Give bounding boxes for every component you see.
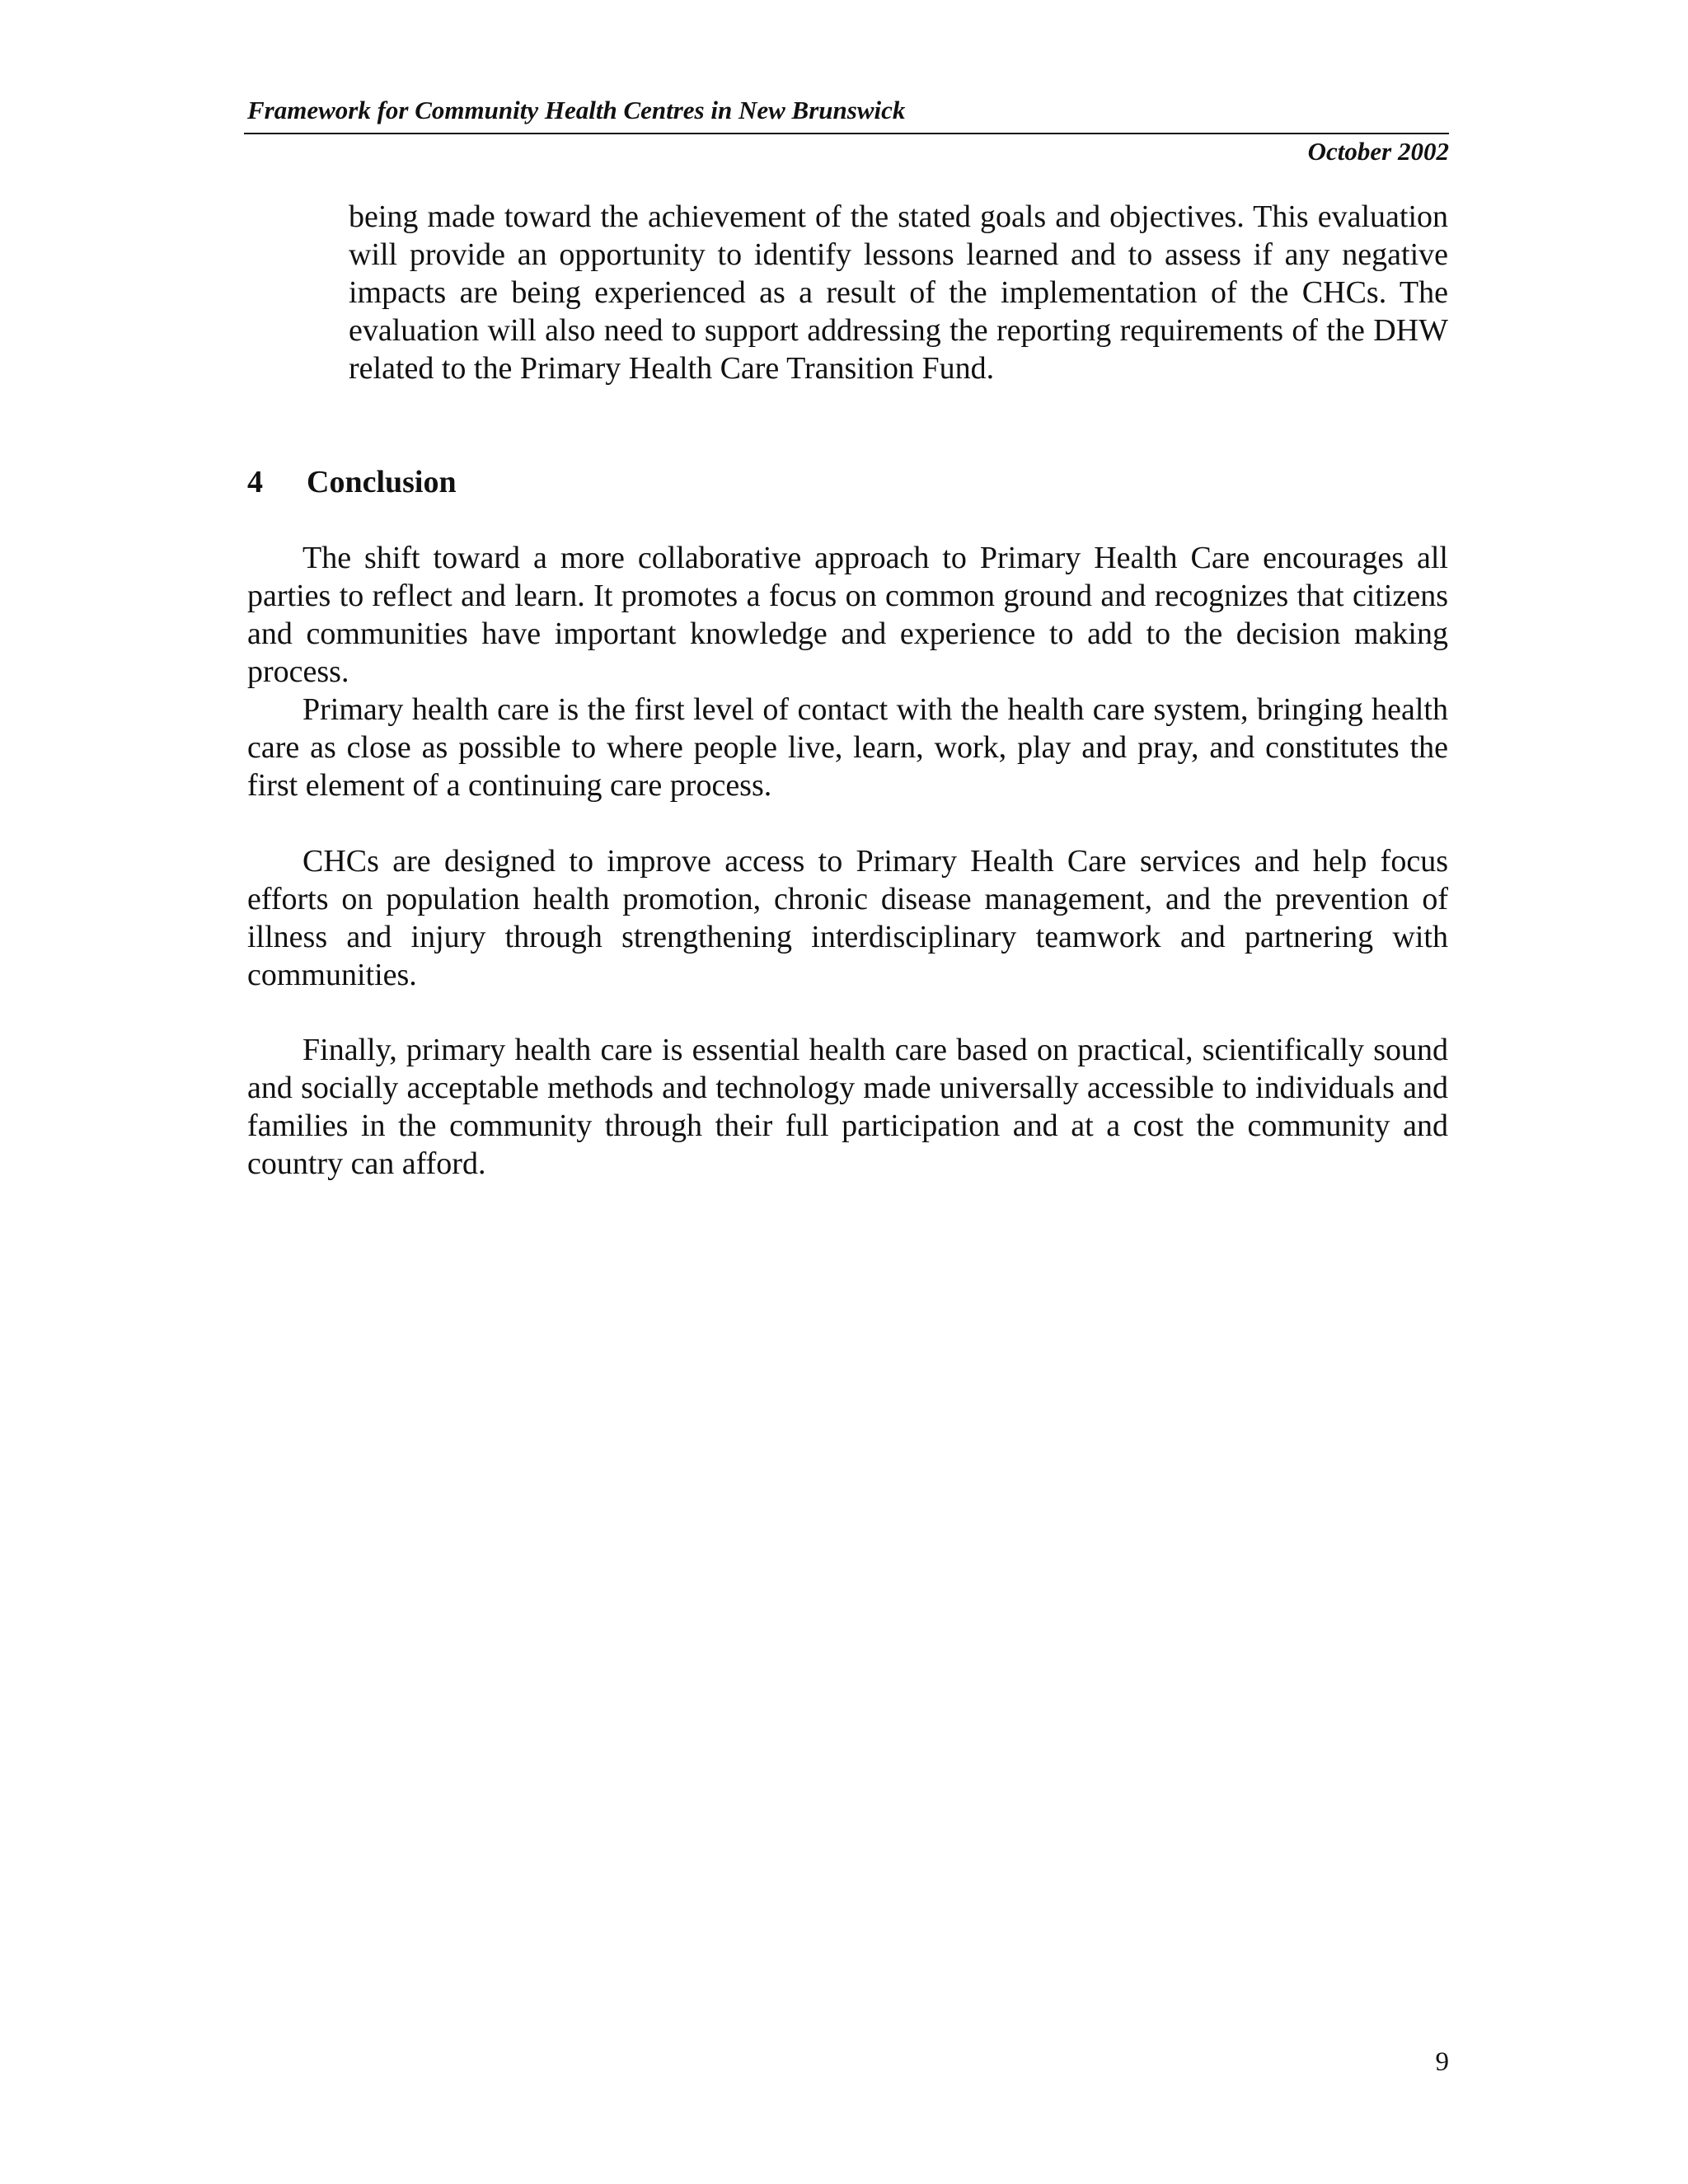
body-paragraph-1: The shift toward a more collaborative approach to Primary Health Care encourages all parties to reflect and learn. It promotes a focus on common ground and recognizes that citizens and communities have important knowledge and experience to add to the decision making process. <box>247 541 1448 689</box>
body-paragraph-4: Finally, primary health care is essential health care based on practical, scientifically sound and socially acceptable methods and technology made universally accessible to individuals and families in the community through their full participation and at a cost the community and country can afford. <box>247 1033 1448 1181</box>
page-number: 9 <box>1435 2047 1449 2077</box>
continuation-paragraph: being made toward the achievement of the stated goals and objectives. This evaluation will provide an opportunity to identify lessons learned and to assess if any negative impacts are being experienced as a result of the implementation of the CHCs. The evaluation will also need to support addressing the reporting requirements of the DHW related to the Primary Health Care Transition Fund. <box>349 199 1448 386</box>
body-paragraph-3: CHCs are designed to improve access to Primary Health Care services and help focus efforts on population health promotion, chronic disease management, and the prevention of illness and injury through strengthening interdisciplinary teamwork and partnering with communities. <box>247 844 1448 992</box>
header-divider <box>244 133 1449 134</box>
section-heading <box>247 463 457 501</box>
running-header-date: October 2002 <box>1307 137 1449 166</box>
body-paragraph-2: Primary health care is the first level of contact with the health care system, bringing health care as close as possible to where people live, learn, work, play and pray, and constitutes the first element of a continuing care process. <box>247 692 1448 803</box>
running-header-title: Framework for Community Health Centres in New Brunswick <box>247 96 906 124</box>
section-title: Conclusion <box>307 465 457 499</box>
section-number: 4 <box>247 465 263 499</box>
